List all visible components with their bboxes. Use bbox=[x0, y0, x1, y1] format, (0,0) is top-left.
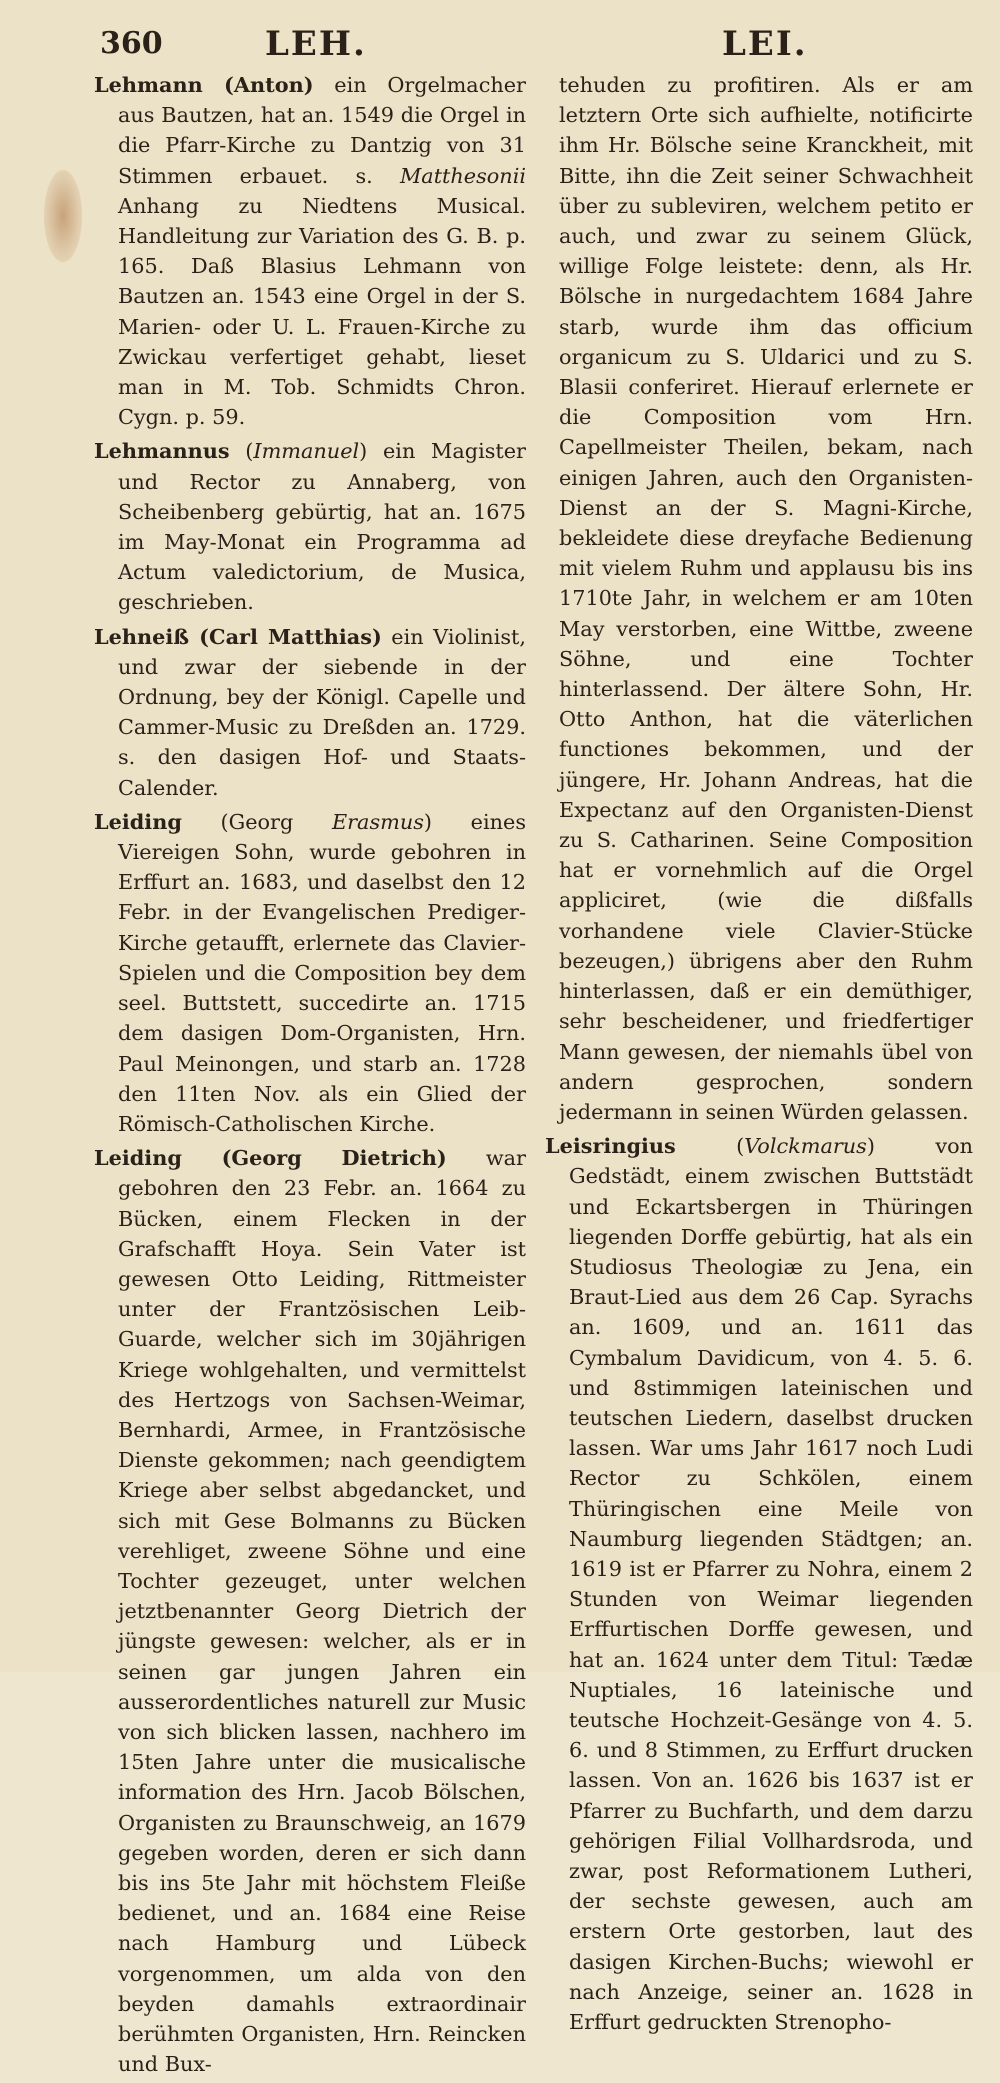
dictionary-entry bbox=[545, 1131, 973, 2037]
entry-headword: Leiding bbox=[94, 808, 182, 834]
dictionary-entry bbox=[94, 70, 526, 432]
entry-text: Immanuel bbox=[253, 439, 360, 464]
entry-headword: Leiding (Georg Dietrich) bbox=[94, 1145, 447, 1171]
entry-text: war gebohren den 23 Febr. an. 1664 zu Bücken, einem Flecken in der Grafschafft Hoya. Sein Vater ist gewesen Otto Leiding, Rittmeister unter der Frantzösischen Leib-Guarde, welcher sich im 30jährigen Kriege wohlgehalten, und vermittelst des Hertzogs von Sachsen-Weimar, Bernhardi, Armee, in Frantzösische Dienste gekommen; nach geendigtem Kriege aber selbst abgedancket, und sich mit Gese Bolmanns zu Bücken verehliget, zweene Söhne und eine Tochter gezeuget, unter welchen jetztbenannter Georg Dietrich der jüngste gewesen: welcher, als er in seinen gar jungen Jahren ein ausserordentliches naturell zur Music von sich blicken lassen, nachhero im 15ten Jahre unter die musicalische information des Hrn. Jacob Bölschen, Organisten zu Braunschweig, an 1679 gegeben worden, deren er sich dann bis ins 5te Jahr mit höchstem Fleiße bedienet, und an. 1684 eine Reise nach Hamburg und Lübeck vorgenommen, um alda von den beyden damahls extraordinair berühmten Organisten, Hrn. Reincken und Bux- bbox=[118, 1146, 526, 2077]
entry-headword: Leisringius bbox=[545, 1133, 676, 1159]
entry-headword: Lehneiß (Carl Matthias) bbox=[94, 623, 382, 649]
entry-text: ein Violinist, und zwar der siebende in der Ordnung, bey der Königl. Capelle und Cammer-Music zu Dreßden an. 1729. s. den dasigen Hof- und Staats-Calender. bbox=[118, 624, 526, 800]
right-column bbox=[545, 70, 973, 2041]
entry-text: Matthesonii bbox=[400, 163, 526, 188]
dictionary-entry bbox=[94, 807, 526, 1139]
dictionary-entry bbox=[94, 622, 526, 803]
dictionary-entry bbox=[94, 436, 526, 617]
entry-text: ) eines Viereigen Sohn, wurde gebohren in Erffurt an. 1683, und daselbst den 12 Febr. in der Evangelischen Prediger-Kirche getaufft, erlernete das Clavier-Spielen und die Composition bey dem seel. Buttstett, succedirte an. 1715 dem dasigen Dom-Organisten, Hrn. Paul Meinongen, und starb an. 1728 den 11ten Nov. als ein Glied der Römisch-Catholischen Kirche. bbox=[118, 809, 527, 1136]
entry-text: ) ein Magister und Rector zu Annaberg, von Scheibenberg gebürtig, hat an. 1675 im May-Monat ein Programma ad Actum valedictorium, de Musica, geschrieben. bbox=[118, 439, 526, 615]
entry-continuation bbox=[545, 70, 973, 1127]
entry-text: (Georg bbox=[181, 809, 332, 834]
entry-text: ( bbox=[675, 1134, 745, 1159]
entry-text: Erasmus bbox=[331, 809, 424, 834]
entry-headword: Lehmann (Anton) bbox=[94, 72, 314, 97]
dictionary-entry bbox=[94, 1143, 526, 2079]
running-head-left: LEH. bbox=[265, 24, 367, 64]
running-head-right: LEI. bbox=[722, 24, 808, 64]
entry-text: ) von Gedstädt, einem zwischen Buttstädt und Eckartsbergen in Thüringen liegenden Dorffe gebürtig, hat als ein Studiosus Theologiæ zu Jena, ein Braut-Lied aus dem 26 Cap. Syrachs an. 1609, und an. 1611 das Cymbalum Davidicum, von 4. 5. 6. und 8stimmigen lateinischen und teutschen Liedern, daselbst drucken lassen. War ums Jahr 1617 noch Ludi Rector zu Schkölen, einem Thüringischen eine Meile von Naumburg liegenden Städtgen; an. 1619 ist er Pfarrer zu Nohra, einem 2 Stunden von Weimar liegenden Erffurtischen Dorffe gewesen, und hat an. 1624 unter dem Titul: Tædæ Nuptiales, 16 lateinische und teutsche Hochzeit-Gesänge von 4. 5. 6. und 8 Stimmen, zu Erffurt drucken lassen. Von an. 1626 bis 1637 ist er Pfarrer zu Buchfarth, und dem darzu gehörigen Filial Vollhardsroda, und zwar, post Reformationem Lutheri, der sechste gewesen, auch am erstern Orte gestorben, laut des dasigen Kirchen-Buchs; wiewohl er nach Anzeige, seiner an. 1628 in Erffurt gedruckten Strenopho- bbox=[569, 1134, 973, 2034]
entry-text: Volckmarus bbox=[744, 1134, 867, 1159]
left-column bbox=[94, 70, 526, 2083]
entry-text: ein Orgelmacher aus Bautzen, hat an. 1549 die Orgel in die Pfarr-Kirche zu Dantzig von 31 Stimmen erbauet. s. bbox=[118, 73, 526, 188]
paper-stain bbox=[44, 170, 82, 262]
page-header bbox=[100, 18, 970, 66]
entry-text: Anhang zu Niedtens Musical. Handleitung zur Variation des G. B. p. 165. Daß Blasius Lehmann von Bautzen an. 1543 eine Orgel in der S. Marien- oder U. L. Frauen-Kirche zu Zwickau verfertiget gehabt, lieset man in M. Tob. Schmidts Chron. Cygn. p. 59. bbox=[118, 193, 526, 430]
entry-headword: Lehmannus bbox=[94, 438, 230, 464]
entry-text: ( bbox=[229, 439, 254, 464]
page-number: 360 bbox=[100, 26, 163, 61]
entry-text: tehuden zu profitiren. Als er am letztern Orte sich aufhielte, notificirte ihm Hr. Bölsche seine Kranckheit, mit Bitte, ihn die Zeit seiner Schwachheit über zu subleviren, welchem petito er auch, und zwar zu seinem Glück, willige Folge leistete: denn, als Hr. Bölsche in nurgedachtem 1684 Jahre starb, wurde ihm das officium organicum zu S. Uldarici und zu S. Blasii conferiret. Hierauf erlernete er die Composition vom Hrn. Capellmeister Theilen, bekam, nach einigen Jahren, auch den Organisten-Dienst an der S. Magni-Kirche, bekleidete diese dreyfache Bedienung mit vielem Ruhm und applausu bis ins 1710te Jahr, in welchem er am 10ten May verstorben, eine Wittbe, zweene Söhne, und eine Tochter hinterlassend. Der ältere Sohn, Hr. Otto Anthon, hat die väterlichen functiones bekommen, und der jüngere, Hr. Johann Andreas, hat die Expectanz auf den Organisten-Dienst zu S. Catharinen. Seine Composition hat er vornehmlich auf die Orgel appliciret, (wie die dißfalls vorhandene viele Clavier-Stücke bezeugen,) übrigens aber den Ruhm hinterlassen, daß er ein demüthiger, sehr bescheidener, und friedfertiger Mann gewesen, der niemahls übel von andern gesprochen, sondern jedermann in seinen Würden gelassen. bbox=[559, 73, 973, 1124]
